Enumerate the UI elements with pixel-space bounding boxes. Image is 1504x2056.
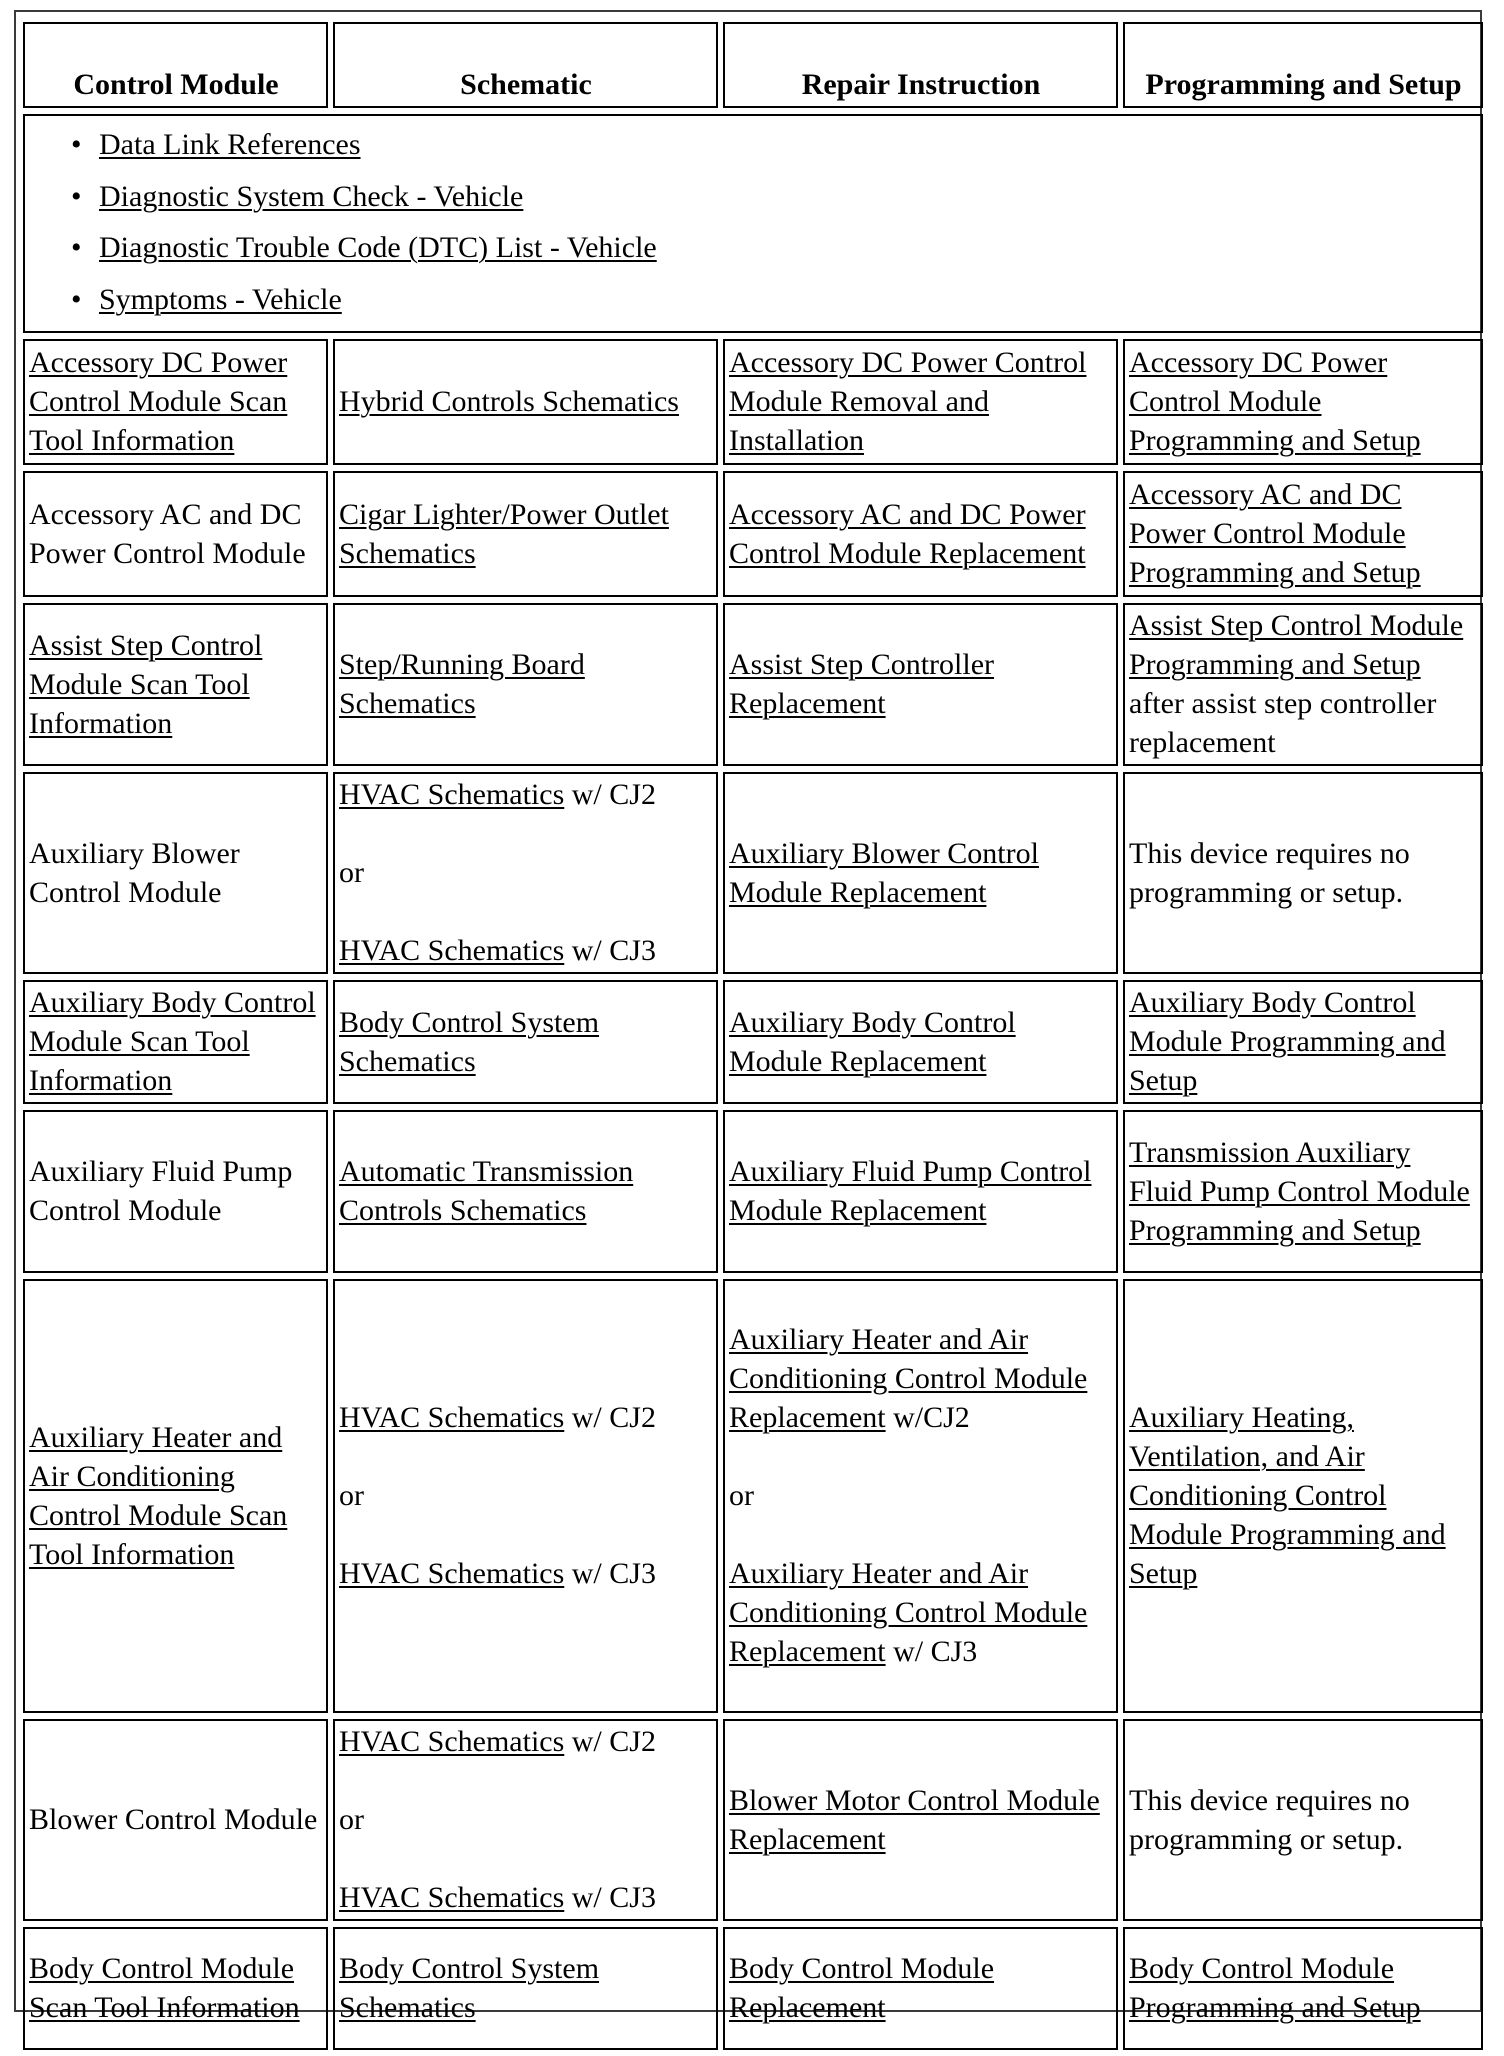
schematic-link-cj3[interactable]: HVAC Schematics bbox=[339, 1881, 565, 1914]
programming-link[interactable]: Accessory AC and DC Power Control Module Programming and Setup bbox=[1129, 478, 1421, 589]
list-item bbox=[71, 171, 1478, 223]
repair-cell bbox=[723, 1719, 1118, 1921]
table-row bbox=[23, 603, 1483, 766]
module-text: Accessory AC and DC Power Control Module bbox=[29, 497, 306, 570]
repair-cell bbox=[723, 980, 1118, 1104]
schematic-cell bbox=[333, 339, 718, 465]
schematic-link[interactable]: Body Control System Schematics bbox=[339, 1952, 600, 2024]
repair-link[interactable]: Blower Motor Control Module Replacement bbox=[729, 1783, 1100, 1856]
header-programming-setup: Programming and Setup bbox=[1123, 22, 1483, 108]
module-cell bbox=[23, 1719, 328, 1921]
bullet-icon: • bbox=[71, 179, 82, 213]
schematic-suffix: w/ CJ3 bbox=[564, 1881, 656, 1914]
module-cell bbox=[23, 980, 328, 1104]
list-item bbox=[71, 274, 1478, 326]
programming-cell bbox=[1123, 339, 1483, 465]
schematic-link-cj2[interactable]: HVAC Schematics bbox=[339, 1725, 565, 1758]
module-cell bbox=[23, 603, 328, 766]
repair-suffix: w/ CJ3 bbox=[885, 1635, 978, 1668]
or-text: or bbox=[339, 1803, 364, 1836]
module-link[interactable]: Assist Step Control Module Scan Tool Information bbox=[29, 628, 263, 740]
programming-link[interactable]: Transmission Auxiliary Fluid Pump Control Module Programming and Setup bbox=[1129, 1135, 1470, 1247]
references-cell bbox=[23, 114, 1483, 333]
programming-cell bbox=[1123, 772, 1483, 974]
programming-text: This device requires no programming or setup. bbox=[1129, 836, 1410, 909]
programming-link[interactable]: Auxiliary Heating, Ventilation, and Air Conditioning Control Module Programming and Setup bbox=[1129, 1401, 1446, 1590]
programming-cell bbox=[1123, 603, 1483, 766]
programming-cell bbox=[1123, 980, 1483, 1104]
table-row bbox=[23, 339, 1483, 465]
module-cell bbox=[23, 471, 328, 597]
schematic-cell bbox=[333, 1279, 718, 1713]
table-row bbox=[23, 471, 1483, 597]
repair-link[interactable]: Body Control Module Replacement bbox=[729, 1952, 995, 2024]
bullet-icon: • bbox=[71, 231, 82, 264]
repair-link[interactable]: Accessory AC and DC Power Control Module Replacement bbox=[729, 497, 1086, 570]
schematic-link-cj3[interactable]: HVAC Schematics bbox=[339, 1557, 565, 1590]
module-link[interactable]: Accessory DC Power Control Module Scan Tool Information bbox=[29, 346, 288, 457]
table-row bbox=[23, 1110, 1483, 1273]
repair-cell bbox=[723, 339, 1118, 465]
repair-cell bbox=[723, 1279, 1118, 1713]
schematic-link-cj2[interactable]: HVAC Schematics bbox=[339, 1401, 565, 1434]
programming-link[interactable]: Body Control Module Programming and Setup bbox=[1129, 1952, 1421, 2024]
module-link[interactable]: Auxiliary Body Control Module Scan Tool Information bbox=[29, 986, 316, 1097]
or-text: or bbox=[339, 856, 364, 889]
link-symptoms-vehicle[interactable]: Symptoms - Vehicle bbox=[99, 282, 342, 316]
module-text: Auxiliary Fluid Pump Control Module bbox=[29, 1155, 293, 1227]
or-text: or bbox=[339, 1479, 364, 1512]
schematic-link[interactable]: Hybrid Controls Schematics bbox=[339, 385, 679, 418]
repair-link[interactable]: Accessory DC Power Control Module Removal and Installation bbox=[729, 346, 1087, 457]
list-item bbox=[71, 119, 1478, 171]
bullet-icon: • bbox=[71, 128, 82, 161]
module-cell bbox=[23, 1927, 328, 2050]
programming-note: after assist step controller replacement bbox=[1129, 687, 1437, 759]
module-text: Auxiliary Blower Control Module bbox=[29, 836, 240, 909]
module-cell bbox=[23, 1110, 328, 1273]
programming-cell bbox=[1123, 1279, 1483, 1713]
schematic-cell bbox=[333, 980, 718, 1104]
module-link[interactable]: Auxiliary Heater and Air Conditioning Control Module Scan Tool Information bbox=[29, 1420, 288, 1571]
programming-link[interactable]: Assist Step Control Module Programming and Setup bbox=[1129, 609, 1464, 681]
link-diagnostic-system-check[interactable]: Diagnostic System Check - Vehicle bbox=[99, 179, 524, 213]
table-row bbox=[23, 1927, 1483, 2050]
list-item bbox=[71, 222, 1478, 274]
link-dtc-list[interactable]: Diagnostic Trouble Code (DTC) List - Vehicle bbox=[99, 231, 657, 264]
repair-link-cj2[interactable]: Auxiliary Heater and Air Conditioning Control Module Replacement bbox=[729, 1323, 1088, 1434]
repair-link[interactable]: Assist Step Controller Replacement bbox=[729, 648, 995, 720]
repair-cell bbox=[723, 603, 1118, 766]
schematic-cell bbox=[333, 772, 718, 974]
programming-cell bbox=[1123, 1110, 1483, 1273]
repair-cell bbox=[723, 471, 1118, 597]
schematic-cell bbox=[333, 1927, 718, 2050]
header-schematic: Schematic bbox=[333, 22, 718, 108]
table-row bbox=[23, 980, 1483, 1104]
link-data-link-references[interactable]: Data Link References bbox=[99, 128, 361, 161]
schematic-link[interactable]: Automatic Transmission Controls Schematics bbox=[339, 1155, 634, 1227]
repair-link[interactable]: Auxiliary Blower Control Module Replacement bbox=[729, 836, 1039, 909]
schematic-link[interactable]: Step/Running Board Schematics bbox=[339, 648, 585, 720]
programming-cell bbox=[1123, 1719, 1483, 1921]
programming-link[interactable]: Accessory DC Power Control Module Programming and Setup bbox=[1129, 346, 1421, 457]
header-row bbox=[23, 22, 1483, 108]
schematic-link-cj2[interactable]: HVAC Schematics bbox=[339, 778, 565, 811]
repair-cell bbox=[723, 772, 1118, 974]
schematic-suffix: w/ CJ2 bbox=[564, 778, 656, 811]
repair-cell bbox=[723, 1110, 1118, 1273]
schematic-cell bbox=[333, 471, 718, 597]
schematic-cell bbox=[333, 603, 718, 766]
bullet-icon: • bbox=[71, 282, 82, 316]
schematic-link[interactable]: Cigar Lighter/Power Outlet Schematics bbox=[339, 497, 669, 570]
table-row bbox=[23, 1719, 1483, 1921]
schematic-suffix: w/ CJ2 bbox=[564, 1401, 656, 1434]
references-row bbox=[23, 114, 1483, 333]
repair-link[interactable]: Auxiliary Fluid Pump Control Module Replacement bbox=[729, 1155, 1092, 1227]
table-row bbox=[23, 772, 1483, 974]
schematic-suffix: w/ CJ3 bbox=[564, 1557, 656, 1590]
programming-cell bbox=[1123, 471, 1483, 597]
repair-link[interactable]: Auxiliary Body Control Module Replacement bbox=[729, 1005, 1016, 1078]
header-repair-instruction: Repair Instruction bbox=[723, 22, 1118, 108]
schematic-link[interactable]: Body Control System Schematics bbox=[339, 1005, 600, 1078]
module-cell bbox=[23, 772, 328, 974]
schematic-link-cj3[interactable]: HVAC Schematics bbox=[339, 934, 565, 967]
control-module-table bbox=[18, 16, 1488, 2056]
schematic-suffix: w/ CJ3 bbox=[564, 934, 656, 967]
schematic-suffix: w/ CJ2 bbox=[564, 1725, 656, 1758]
repair-link-cj3[interactable]: Auxiliary Heater and Air Conditioning Control Module Replacement bbox=[729, 1557, 1088, 1668]
module-cell bbox=[23, 339, 328, 465]
repair-suffix: w/CJ2 bbox=[885, 1401, 970, 1434]
repair-cell bbox=[723, 1927, 1118, 2050]
schematic-cell bbox=[333, 1110, 718, 1273]
module-text: Blower Control Module bbox=[29, 1803, 318, 1836]
programming-cell bbox=[1123, 1927, 1483, 2050]
programming-link[interactable]: Auxiliary Body Control Module Programming and Setup bbox=[1129, 986, 1446, 1097]
module-link[interactable]: Body Control Module Scan Tool Information bbox=[29, 1952, 300, 2024]
header-control-module: Control Module bbox=[23, 22, 328, 108]
schematic-cell bbox=[333, 1719, 718, 1921]
module-cell bbox=[23, 1279, 328, 1713]
or-text: or bbox=[729, 1479, 754, 1512]
programming-text: This device requires no programming or setup. bbox=[1129, 1783, 1410, 1856]
table-row bbox=[23, 1279, 1483, 1713]
reference-list bbox=[29, 117, 1478, 329]
